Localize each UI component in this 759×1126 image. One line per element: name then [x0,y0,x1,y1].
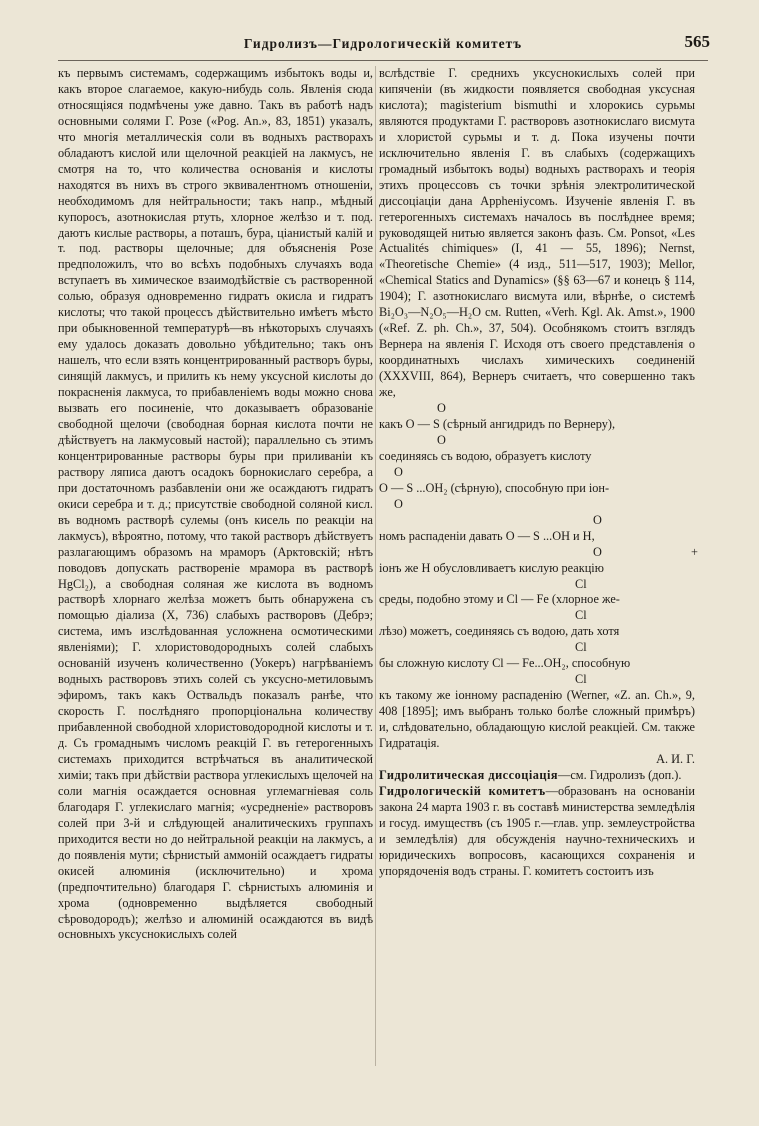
author-signature: А. И. Г. [656,751,695,766]
formula-ionic-split: номъ распаденіи давать O — S ...OH и H, [379,528,595,543]
right-paragraph-4: къ такому же іонному распаденію (Werner, «Z. an. Ch.», 9, 408 [1895]; имъ выбранъ только болѣе сложный примѣръ) и, слѣдовательно, обладающую кислой реакціей. См. также Гидратація. [379,688,695,751]
entry-hydrological-committee [379,784,695,880]
page-number: 565 [684,32,710,51]
right-paragraph-1: вслѣдствіе Г. среднихъ уксуснокислыхъ солей при кипяченіи (въ жидкости появляется свободная уксусная кислота); magisterium bismuthi и хлорокись сурьмы являются продуктами Г. растворовъ азотнокислаго висмута и хлористой сурьмы и т. д. Пока изучены почти исключительно явленія Г. въ слабыхъ (содержащихъ громадный избытокъ воды) водныхъ растворахъ и теорія этихъ процессовъ съ точки зрѣнія электролитической диссоціаціи дана Аррheніусомъ. Изученіе явленія Г. въ гетерогенныхъ системахъ началось въ послѣднее время; руководящей нитью является законъ фазъ. См. Ponsot, «Les Actualités chimiques» (I, 41 — 55, 1896); Nernst, «Theoretische Chemie» (4 изд., 511—517, 1903); Mellor, «Chemical Statics and Dynamics» (§§ 63—67 и конецъ § 114, 1904); Г. азотнокислаго висмута или, вѣрнѣе, о системѣ Bi₂O₃—N₂O₅—H₂O см. Rutten, «Verh. Kgl. Ak. Amst.», 1900 («Ref. Z. ph. Ch.», 37, 504). Особнякомъ стоитъ взглядъ Вернера на явленія Г. Исходя отъ своего представленія о координатныхъ числахъ химическихъ соединеній (XXXVIII, 864), Вернеръ считаетъ, что совершенно такъ же, [379,66,695,400]
column-divider [375,66,376,1066]
formula-bottom: O [593,544,602,559]
formula-top: O [437,401,446,416]
right-column [379,66,698,880]
formula-top-wrap [379,513,695,529]
formula-bottom-wrap [379,433,695,449]
page-header [58,34,708,61]
formula-text: соединяясь съ водою, образуетъ кислоту [379,448,592,463]
entry-text: —образованъ на основаніи закона 24 марта 1903 г. въ составѣ министерства земледѣлія и госуд. имуществъ (съ 1905 г.—глав. упр. землеустройства и земледѣлія) для обсужденія научно-техническихъ и юридическихъ вопросовъ, касающихся сохраненія и упорядоченія водъ страны. Г. комитетъ состоитъ изъ [379,783,696,878]
formula-bottom: Cl [575,672,587,687]
entry-title: Гидрологическій комитетъ [379,783,546,798]
entry-title: Гидролитическая диссоціація [379,767,559,782]
formula-top: O [593,512,602,527]
formula-sulfuric-acid: O — S ...OH₂ (сѣрную), способную при іон- [379,480,610,495]
formula-line: какъ O — S (сѣрный ангидридъ по Вернеру), [379,416,616,431]
formula-sulfur-anhydride [379,401,695,417]
formula-top: O [394,464,403,479]
left-column-text: къ первымъ системамъ, содержащимъ избытокъ воды и, какъ второе слагаемое, какую-нибудь соль. Явленія сюда относящіяся подмѣчены уже давно. Такъ въ работѣ надъ основными солями Г. Розе («Pog. An.», 83, 1851) указалъ, что многія металлическія соли въ водныхъ растворахъ обладаютъ кислой или щелочной реакціей на лакмусъ, не смотря на то, что количества основанія и кислоты находятся въ нихъ въ строго эквивалентномъ отношеніи, необходимомъ для нейтральности; такъ напр., мѣдный купоросъ, азотнокислая ртуть, хлорное желѣзо и т. под. даютъ кислые растворы, а поташъ, бура, ціанистый калій и т. под. растворы щелочные; для объясненія Розе предположилъ, что во всѣхъ подобныхъ случаяхъ вода вступаетъ въ химическое взаимодѣйствіе съ растворенной солью, образуя одновременно гидратъ окисла и гидратъ кислоты; что такой процессъ дѣйствительно имѣетъ мѣсто при обыкновенной температурѣ—въ нѣкоторыхъ случаяхъ ему удалось доказать довольно убѣдительно; такъ онъ нашелъ, что если взять концентрированный растворъ буры, синящій лакмусъ, и прилить къ нему уксусной кислоты до покрасненія лакмуса, то прибавленіемъ воды можно снова вызвать его посиненіе, что доказываетъ образованіе свободной щелочи (свободная борная кислота почти не дѣйствуетъ на лакмусовый настой); параллельно съ этимъ концентрированные растворы буры при приливаніи къ раствору ляписа даютъ осадокъ борнокислаго серебра, а при достаточномъ разбавленіи они же осаждаютъ гидратъ окиси серебра и т. д.; присутствіе свободной соляной кисл. въ водномъ растворѣ сулемы (онъ кисель по реакціи на лакмусъ), вѣроятно, потому, что такой растворъ дѣйствуетъ разлагающимъ образомъ на мраморъ (Арктовскій; нѣтъ поводовъ допускать раствореніе мрамора въ растворѣ HgCl₂), а свободная соляная же кислота въ водномъ растворѣ хлорнаго желѣза можетъ быть обнаружена съ помощью діализа (X, 736) слабыхъ растворовъ (Дебрэ; система, имъ изслѣдованная усложнена осмотическими явленіями); Г. хлористоводородныхъ солей слабыхъ основаній изученъ количественно (Уокеръ) нагрѣваніемъ водныхъ растворовъ этихъ солей съ уксусно-метиловымъ эфиромъ, такъ какъ Оствальдъ показалъ ранѣе, что скорость Г. послѣдняго пропорціональна количеству прибавленной свободной хлористоводородной кислоты и т. д. Съ громаднымъ числомъ реакцій Г. въ гетерогенныхъ системахъ приходится встрѣчаться въ аналитической химіи; такъ при дѣйствіи раствора углекислыхъ щелочей на соли магнія осаждается основная углемагніевая соль благодаря Г. углекислаго магнія; «усредненіе» растворовъ солей при 3-й и слѣдующей аналитическихъ группахъ приходится вести но до нейтральной реакціи на лакмусъ, а до появленія мути; сѣрнистый аммоній осаждаетъ гидраты окисей алюминія (исключительно) и хрома (предпочтительно) благодаря Г. сѣрнистыхъ алюминія и хрома (одновременно выдѣляется свободный сѣроводородъ); желѣзо и алюминій осаждаются въ видѣ основныхъ уксуснокислыхъ солей [58,66,373,942]
formula-plus: + [690,544,698,559]
formula-top: Cl [575,640,587,655]
formula-top: Cl [575,576,587,591]
left-column [58,66,373,943]
running-head: Гидролизъ—Гидрологическій комитетъ [243,36,523,51]
formula-top-wrap [379,640,695,656]
formula-bottom: Cl [575,608,587,623]
entry-hydrolytic-dissociation [379,768,695,784]
formula-text: лѣзо) можетъ, соединяясь съ водою, дать хотя [379,624,620,639]
formula-top-wrap [379,465,695,481]
formula-iron-chloride: среды, подобно этому и Cl — Fe (хлорное же- [379,592,620,607]
formula-text: іонъ же H обусловливаетъ кислую реакцію [379,560,604,575]
formula-bottom-wrap [379,497,695,513]
formula-bottom-wrap [379,544,698,561]
formula-bottom-wrap [379,672,695,688]
formula-top-wrap [379,577,695,593]
entry-text: —см. Гидролизъ (доп.). [558,767,682,782]
formula-bottom: O [437,432,446,447]
formula-bottom: O [394,496,403,511]
formula-bottom-wrap [379,608,695,624]
formula-complex-acid: бы сложную кислоту Cl — Fe...OH₂, способную [379,656,631,671]
